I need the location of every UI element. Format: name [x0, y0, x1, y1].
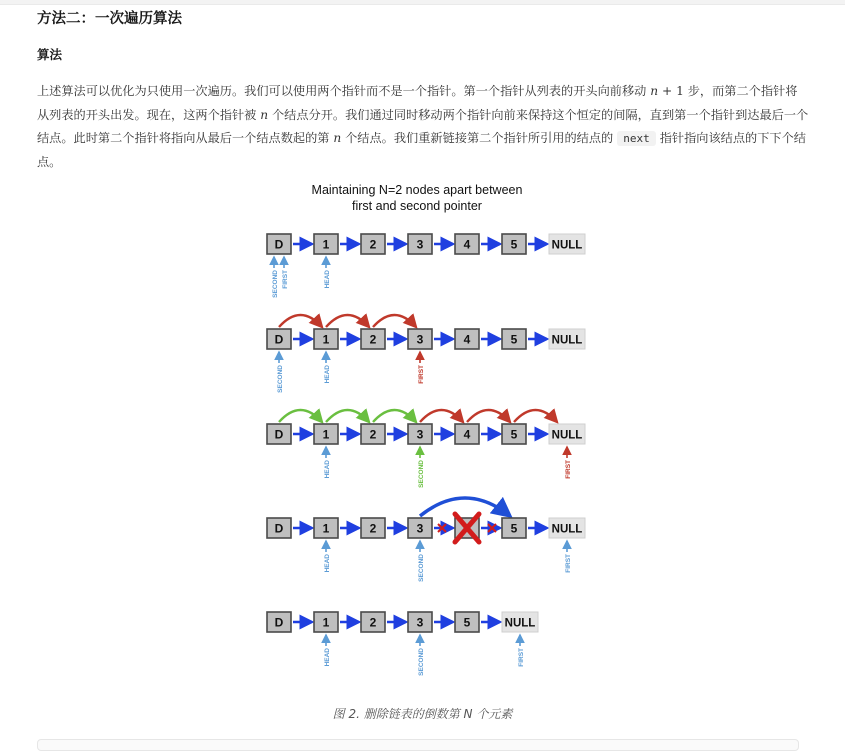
pointer-label: FIRST — [565, 554, 572, 573]
node-label: 4 — [463, 332, 471, 347]
node-label: 2 — [369, 332, 377, 347]
para-text-3: 个结点分开。我们通过同时移动两个指针向前来保持这个恒定的间隔，直到第一个指针到达最后一个结点。此时第二个指针将指向从最后一个结点数起的第 — [37, 107, 809, 145]
node-label: 3 — [416, 521, 424, 536]
linked-list-figure — [239, 178, 597, 689]
advance-arc — [279, 410, 322, 422]
advance-arc — [326, 315, 369, 327]
pointer-label: HEAD — [324, 270, 331, 289]
advance-arc — [326, 410, 369, 422]
figure-caption: 图 2. 删除链表的倒数第 N 个元素 — [332, 707, 513, 721]
node-label: D — [274, 237, 284, 252]
node-label: NULL — [504, 617, 536, 630]
node-label: D — [274, 615, 284, 630]
math-n-2: n — [260, 107, 269, 122]
node-label: 2 — [369, 615, 377, 630]
node-label: 4 — [463, 237, 471, 252]
node-label: 5 — [510, 332, 518, 347]
node-label: NULL — [551, 239, 583, 252]
pointer-label: SECOND — [418, 554, 425, 582]
node-label: 3 — [416, 332, 424, 347]
advance-arc — [420, 410, 463, 422]
advance-arc — [514, 410, 557, 422]
advance-arc — [373, 410, 416, 422]
node-label: D — [274, 521, 284, 536]
pointer-label: SECOND — [277, 365, 284, 393]
node-label: 1 — [322, 427, 330, 442]
linked-list-diagram — [239, 178, 597, 689]
node-label: 4 — [463, 427, 471, 442]
node-label: 5 — [510, 237, 518, 252]
node-label: D — [274, 332, 284, 347]
math-plus-one: + 1 — [658, 84, 684, 98]
node-label: 1 — [322, 332, 330, 347]
pointer-label: FIRST — [282, 270, 289, 289]
node-label: 1 — [322, 615, 330, 630]
advance-arc — [467, 410, 510, 422]
advance-arc — [420, 498, 510, 516]
top-divider — [0, 0, 845, 5]
node-label: NULL — [551, 429, 583, 442]
math-n-3: n — [333, 131, 342, 145]
node-label: 1 — [322, 521, 330, 536]
node-label: 3 — [416, 427, 424, 442]
pointer-label: SECOND — [418, 460, 425, 488]
next-section-box — [37, 739, 799, 751]
para-text-1: 上述算法可以优化为只使用一次遍历。我们可以使用两个指针而不是一个指针。第一个指针从列表的开头向前移动 — [37, 84, 651, 98]
inline-code-next: next — [617, 131, 656, 146]
pointer-label: HEAD — [324, 460, 331, 479]
node-label: 5 — [510, 427, 518, 442]
math-n-1 — [650, 84, 684, 98]
node-label: 5 — [463, 615, 471, 630]
pointer-label: HEAD — [324, 648, 331, 667]
math-n-var: n — [650, 84, 659, 98]
node-label: 2 — [369, 521, 377, 536]
node-label: D — [274, 427, 284, 442]
node-label: 2 — [369, 427, 377, 442]
figure-title-line1: Maintaining N=2 nodes apart between — [311, 183, 523, 197]
node-label: NULL — [551, 523, 583, 536]
pointer-label: SECOND — [418, 648, 425, 676]
para-text-5: 指针指向该结点的下下个结点。 — [37, 131, 806, 169]
para-text-4: 个结点。我们重新链接第二个指针所引用的结点的 — [341, 131, 614, 145]
pointer-label: FIRST — [518, 648, 525, 667]
para-text-2: 步，而第二个指针将从列表的开头出发。现在，这两个指针被 — [37, 84, 798, 122]
algorithm-paragraph — [37, 80, 809, 174]
node-label: 1 — [322, 237, 330, 252]
pointer-label: FIRST — [565, 460, 572, 479]
advance-arc — [279, 315, 322, 327]
node-label: 2 — [369, 237, 377, 252]
section-subtitle: 算法 — [37, 47, 63, 62]
pointer-label: FIRST — [418, 365, 425, 384]
node-label: 3 — [416, 237, 424, 252]
figure-title-line2: first and second pointer — [352, 199, 482, 213]
node-label: NULL — [551, 334, 583, 347]
pointer-label: HEAD — [324, 554, 331, 573]
section-title: 方法二：一次遍历算法 — [37, 11, 182, 27]
pointer-label: SECOND — [272, 270, 279, 298]
advance-arc — [373, 315, 416, 327]
node-label: 5 — [510, 521, 518, 536]
pointer-label: HEAD — [324, 365, 331, 384]
node-label: 3 — [416, 615, 424, 630]
